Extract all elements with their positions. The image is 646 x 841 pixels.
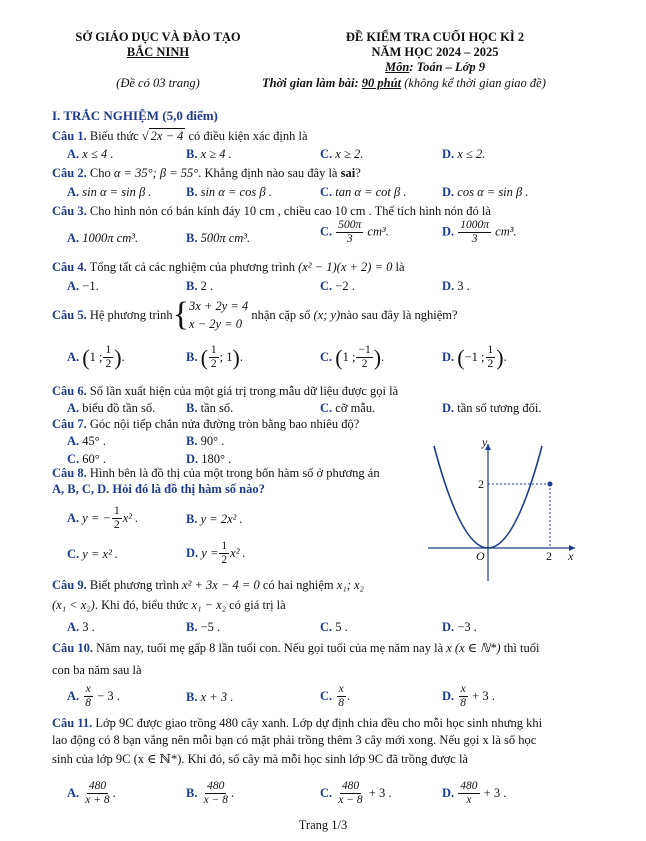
q4-option-d[interactable]: D. 3 . bbox=[442, 279, 470, 293]
page-number: Trang 1/3 bbox=[298, 818, 348, 832]
q4-option-b[interactable]: B. 2 . bbox=[186, 279, 214, 293]
question-11-line2: lao động có 8 bạn vắng nên mỗi bạn có mặt phải trồng thêm 3 cây mới xong. Nếu gọi x là số học bbox=[52, 733, 537, 747]
exam-title: ĐỀ KIỂM TRA CUỐI HỌC KÌ 2 bbox=[345, 30, 525, 44]
q5-option-b[interactable]: B. ( $\frac{1}{2}$ ; 1 ) . bbox=[186, 344, 243, 370]
question-7: Câu 7. Góc nội tiếp chắn nửa đường tròn bằng bao nhiêu độ? bbox=[52, 417, 360, 431]
q2-option-d[interactable]: D. cos α = sin β . bbox=[442, 185, 529, 199]
q6-option-c[interactable]: C. cỡ mẫu. bbox=[320, 401, 376, 415]
q6-option-d[interactable]: D. tần số tương đối. bbox=[442, 401, 542, 415]
q7-option-b[interactable]: B. 90° . bbox=[186, 434, 225, 448]
origin-label: O bbox=[476, 549, 485, 563]
q10-option-b[interactable]: B. x + 3 . bbox=[186, 690, 234, 704]
q3-option-b[interactable]: B. 500π cm³. bbox=[186, 231, 251, 245]
question-6: Câu 6. Số lần xuất hiện của một giá trị trong mẫu dữ liệu được gọi là bbox=[52, 384, 399, 398]
q9-option-c[interactable]: C. 5 . bbox=[320, 620, 348, 634]
q1-option-b[interactable]: B. x ≥ 4 . bbox=[186, 147, 232, 161]
q7-option-d[interactable]: D. 180° . bbox=[186, 452, 232, 466]
question-9: Câu 9. Biết phương trình x² + 3x − 4 = 0 có hai nghiệm x₁; x₂ bbox=[52, 578, 364, 592]
q9-option-a[interactable]: A. 3 . bbox=[67, 620, 95, 634]
section-title: I. TRẮC NGHIỆM (5,0 điểm) bbox=[52, 108, 218, 123]
q10-option-a[interactable]: A. $\frac{x}{8}$ − 3 . bbox=[67, 683, 120, 709]
q5-option-a[interactable]: A. ( 1 ; $\frac{1}{2}$ ) . bbox=[67, 344, 125, 370]
q2-option-c[interactable]: C. tan α = cot β . bbox=[320, 185, 407, 199]
q8-option-a[interactable]: A. y = − $\frac{1}{2}$ x² . bbox=[67, 505, 139, 531]
x-axis-label: x bbox=[568, 549, 574, 563]
q1-option-d[interactable]: D. x ≤ 2. bbox=[442, 147, 486, 161]
time-allowed: Thời gian làm bài: 90 phút (không kể thời gian giao đề) bbox=[262, 76, 546, 90]
question-4: Câu 4. Tổng tất cả các nghiệm của phương trình (x² − 1)(x + 2) = 0 là bbox=[52, 260, 405, 274]
q10-option-c[interactable]: C. $\frac{x}{8}$ . bbox=[320, 683, 351, 709]
q11-option-b[interactable]: B. $\frac{480}{x - 8}$ . bbox=[186, 780, 235, 806]
q6-option-b[interactable]: B. tần số. bbox=[186, 401, 234, 415]
y-axis-label: y bbox=[482, 436, 488, 449]
subject: Môn: Toán – Lớp 9 bbox=[384, 60, 486, 74]
q6-option-a[interactable]: A. biểu đồ tần số. bbox=[67, 401, 156, 415]
q1-option-a[interactable]: A. x ≤ 4 . bbox=[67, 147, 114, 161]
q4-option-c[interactable]: C. −2 . bbox=[320, 279, 355, 293]
q3-option-d[interactable]: D. $\frac{1000\pi}{3}$ cm³. bbox=[442, 219, 517, 245]
question-1: Câu 1. Biểu thức √ 2x − 4 có điều kiện xác định là bbox=[52, 129, 308, 143]
x-tick-label: 2 bbox=[546, 549, 552, 563]
q11-option-d[interactable]: D. $\frac{480}{x}$ + 3 . bbox=[442, 780, 507, 806]
department-region: BẮC NINH bbox=[126, 45, 190, 59]
q1-option-c[interactable]: C. x ≥ 2. bbox=[320, 147, 364, 161]
question-11: Câu 11. Lớp 9C được giao trồng 480 cây xanh. Lớp dự định chia đều cho mỗi học sinh nhưng khi bbox=[52, 716, 543, 730]
question-5: Câu 5. Hệ phương trình { 3x + 2y = 4 x − 2y = 0 nhận cặp số (x; y) nào sau đây là nghiệm? bbox=[52, 296, 458, 333]
q2-option-a[interactable]: A. sin α = sin β . bbox=[67, 185, 152, 199]
q3-option-c[interactable]: C. $\frac{500\pi}{3}$ cm³. bbox=[320, 219, 389, 245]
q8-option-c[interactable]: C. y = x² . bbox=[67, 547, 119, 561]
question-2: Câu 2. Cho α = 35°; β = 55°. Khẳng định nào sau đây là sai? bbox=[52, 166, 361, 180]
q4-option-a[interactable]: A. −1. bbox=[67, 279, 99, 293]
pages-note: (Đề có 03 trang) bbox=[116, 76, 200, 90]
question-10: Câu 10. Năm nay, tuổi mẹ gấp 8 lần tuổi con. Nếu gọi tuổi của mẹ năm nay là x (x ∈ ℕ*) thì tuổi bbox=[52, 641, 540, 655]
y-tick-label: 2 bbox=[478, 477, 484, 491]
q8-option-b[interactable]: B. y = 2x² . bbox=[186, 512, 243, 526]
q7-option-c[interactable]: C. 60° . bbox=[67, 452, 107, 466]
q9-option-b[interactable]: B. −5 . bbox=[186, 620, 221, 634]
question-8: Câu 8. Hình bên là đồ thị của một trong bốn hàm số ở phương án bbox=[52, 466, 380, 480]
q7-option-a[interactable]: A. 45° . bbox=[67, 434, 107, 448]
q2-option-b[interactable]: B. sin α = cos β . bbox=[186, 185, 272, 199]
q8-option-d[interactable]: D. y = $\frac{1}{2}$ x² . bbox=[186, 540, 246, 566]
department-name: SỞ GIÁO DỤC VÀ ĐÀO TẠO bbox=[75, 30, 241, 44]
question-9-line2: (x₁ < x₂). Khi đó, biểu thức x₁ − x₂ có giá trị là bbox=[52, 598, 286, 612]
q11-option-c[interactable]: C. $\frac{480}{x - 8}$ + 3 . bbox=[320, 780, 392, 806]
school-year: NĂM HỌC 2024 – 2025 bbox=[371, 45, 499, 59]
parabola-graph bbox=[420, 436, 580, 584]
question-8-line2: A, B, C, D. Hỏi đó là đồ thị hàm số nào? bbox=[52, 482, 265, 496]
graph-point bbox=[548, 482, 553, 487]
question-11-line3: sinh của lớp 9C (x ∈ ℕ*). Khi đó, số cây mà mỗi học sinh lớp 9C đã trồng được là bbox=[52, 752, 468, 766]
q5-option-d[interactable]: D. ( −1 ; $\frac{1}{2}$ ) . bbox=[442, 344, 507, 370]
q11-option-a[interactable]: A. $\frac{480}{x + 8}$ . bbox=[67, 780, 116, 806]
question-3: Câu 3. Cho hình nón có bán kính đáy 10 cm , chiều cao 10 cm . Thể tích hình nón đó là bbox=[52, 204, 491, 218]
q3-option-a[interactable]: A. 1000π cm³. bbox=[67, 231, 139, 245]
question-10-line2: con ba năm sau là bbox=[52, 663, 142, 677]
q9-option-d[interactable]: D. −3 . bbox=[442, 620, 477, 634]
q5-option-c[interactable]: C. ( 1 ; $\frac{-1}{2}$ ) . bbox=[320, 344, 385, 370]
q10-option-d[interactable]: D. $\frac{x}{8}$ + 3 . bbox=[442, 683, 495, 709]
